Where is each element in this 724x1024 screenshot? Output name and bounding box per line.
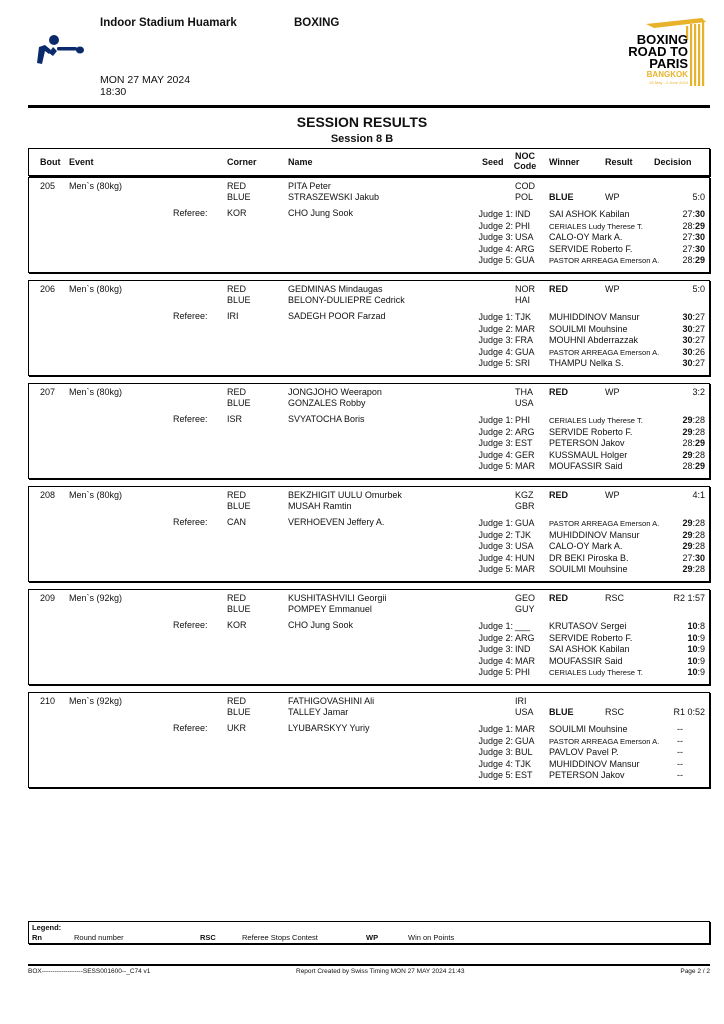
event-name: Men`s (92kg) bbox=[69, 593, 123, 603]
judge-score: 28:29 bbox=[682, 461, 705, 471]
judge-score-blue: 29 bbox=[694, 461, 705, 471]
judge-score: 10:9 bbox=[687, 655, 705, 666]
judge-score: 29:28 bbox=[682, 541, 705, 551]
corner-red: RED bbox=[227, 387, 247, 397]
judge-label: Judge 4: bbox=[478, 243, 513, 254]
judge-name: SERVIDE Roberto F. bbox=[549, 632, 633, 643]
judge-score-blue: 28 bbox=[694, 529, 705, 540]
judge-label: Judge 2: bbox=[478, 426, 513, 437]
judge-label: Judge 2: bbox=[478, 735, 513, 746]
judge-noc: SRI bbox=[515, 358, 531, 368]
judge-label: Judge 2: bbox=[478, 529, 513, 540]
judge-score-red: 28 bbox=[682, 255, 693, 265]
decision: 5:0 bbox=[692, 284, 705, 294]
judge-label: Judge 5: bbox=[478, 255, 513, 265]
result-type: WP bbox=[605, 192, 620, 202]
judge-score-blue: 29 bbox=[694, 255, 705, 265]
judge-score-blue: 9 bbox=[699, 667, 705, 677]
judge-score: 30:27 bbox=[682, 312, 705, 322]
corner-red: RED bbox=[227, 284, 247, 294]
judge-noc: HUN bbox=[515, 552, 535, 563]
judge-name: MOUFASSIR Said bbox=[549, 655, 623, 666]
referee-noc: CAN bbox=[227, 517, 247, 527]
bout-block bbox=[28, 383, 710, 479]
judge-score-blue: 9 bbox=[699, 644, 705, 654]
judge-noc: GUA bbox=[515, 255, 535, 265]
judge-score: 29:28 bbox=[682, 415, 705, 425]
logo-text-dates: 26 May - 2 June 2024 bbox=[649, 80, 688, 85]
judge-score: 28:29 bbox=[682, 255, 705, 265]
boxer-blue-name: GONZALES Robby bbox=[288, 398, 366, 408]
corner-blue: BLUE bbox=[227, 604, 251, 614]
event-name: Men`s (80kg) bbox=[69, 387, 123, 397]
referee-noc: KOR bbox=[227, 208, 247, 218]
judge-name: MUHIDDINOV Mansur bbox=[549, 529, 640, 540]
judge-score-red: 30 bbox=[682, 358, 693, 368]
judge-score-blue: 30 bbox=[694, 232, 705, 242]
col-seed: Seed bbox=[482, 157, 504, 167]
judge-score: 10:9 bbox=[687, 632, 705, 643]
boxer-red-name: JONGJOHO Weerapon bbox=[288, 387, 382, 397]
boxer-blue-noc: GUY bbox=[515, 604, 535, 614]
decision: R2 1:57 bbox=[673, 593, 705, 603]
bout-number: 208 bbox=[39, 490, 55, 500]
judge-noc: MAR bbox=[515, 323, 535, 334]
bout-number: 205 bbox=[39, 181, 55, 191]
judge-noc: ARG bbox=[515, 632, 535, 643]
judge-score-red: 27 bbox=[682, 552, 693, 563]
legend-title: Legend: bbox=[32, 923, 62, 932]
judge-name: SOUILMI Mouhsine bbox=[549, 724, 628, 734]
judge-score: 28:29 bbox=[682, 220, 705, 231]
result-type: WP bbox=[605, 284, 620, 294]
bout-block bbox=[28, 177, 710, 273]
judge-noc: USA bbox=[515, 232, 534, 242]
referee-label: Referee: bbox=[173, 311, 208, 321]
col-decision: Decision bbox=[654, 157, 692, 167]
col-winner: Winner bbox=[549, 157, 580, 167]
judge-label: Judge 1: bbox=[478, 312, 513, 322]
boxer-blue-noc: GBR bbox=[515, 501, 535, 511]
referee-name: SADEGH POOR Farzad bbox=[288, 311, 386, 321]
boxer-red-noc: GEO bbox=[515, 593, 536, 603]
boxer-blue-noc: HAI bbox=[515, 295, 531, 305]
judge-name: DR BEKI Piroska B. bbox=[549, 552, 629, 563]
judge-score: 29:28 bbox=[682, 518, 705, 528]
judge-name: SAI ASHOK Kabilan bbox=[549, 644, 630, 654]
bout-number: 210 bbox=[39, 696, 55, 706]
result-type: RSC bbox=[605, 593, 625, 603]
corner-blue: BLUE bbox=[227, 192, 251, 202]
judge-name: KUSSMAUL Holger bbox=[549, 449, 628, 460]
judge-score: 28:29 bbox=[682, 438, 705, 448]
judge-name: MOUHNI Abderrazzak bbox=[549, 335, 639, 345]
bout-number: 206 bbox=[39, 284, 55, 294]
judge-score: 27:30 bbox=[682, 209, 705, 219]
judge-label: Judge 5: bbox=[478, 770, 513, 780]
judge-noc: PHI bbox=[515, 415, 531, 425]
judge-noc: BUL bbox=[515, 747, 533, 757]
boxer-red-noc: IRI bbox=[515, 696, 527, 706]
col-corner: Corner bbox=[227, 157, 257, 167]
judge-score-red: 30 bbox=[682, 346, 693, 357]
judge-label: Judge 4: bbox=[478, 346, 513, 357]
winner-corner: BLUE bbox=[549, 707, 574, 717]
judge-score-red: 28 bbox=[682, 438, 693, 448]
bout-block bbox=[28, 692, 710, 788]
col-bout: Bout bbox=[40, 157, 61, 167]
bout-number: 209 bbox=[39, 593, 55, 603]
bout-block bbox=[28, 280, 710, 376]
judge-name: SERVIDE Roberto F. bbox=[549, 426, 633, 437]
judge-score-blue: 30 bbox=[694, 243, 705, 254]
legend-box bbox=[28, 921, 710, 944]
corner-red: RED bbox=[227, 181, 247, 191]
judge-score-blue: 27 bbox=[694, 335, 705, 345]
judge-label: Judge 5: bbox=[478, 358, 513, 368]
legend-code-rsc: RSC bbox=[200, 933, 216, 942]
judge-score-red: 29 bbox=[682, 518, 693, 528]
sport-name: BOXING bbox=[294, 17, 340, 29]
judge-name: SOUILMI Mouhsine bbox=[549, 564, 628, 574]
legend-desc-rn: Round number bbox=[74, 933, 124, 942]
judge-label: Judge 1: bbox=[478, 621, 513, 631]
decision: 4:1 bbox=[692, 490, 705, 500]
judge-score-blue: 29 bbox=[694, 220, 705, 231]
judge-noc: FRA bbox=[515, 335, 533, 345]
referee-name: CHO Jung Sook bbox=[288, 620, 354, 630]
judge-noc: MAR bbox=[515, 655, 535, 666]
judge-noc: MAR bbox=[515, 724, 535, 734]
boxer-blue-name: MUSAH Ramtin bbox=[288, 501, 352, 511]
judge-score-red: 28 bbox=[682, 461, 693, 471]
judge-noc: MAR bbox=[515, 461, 535, 471]
judge-noc: EST bbox=[515, 438, 533, 448]
judge-score-red: 10 bbox=[687, 667, 698, 677]
judge-score-dash: -- bbox=[677, 770, 683, 780]
judge-score-red: 10 bbox=[687, 655, 698, 666]
judge-score-blue: 8 bbox=[699, 621, 705, 631]
report-title: SESSION RESULTS bbox=[296, 114, 428, 130]
referee-noc: KOR bbox=[227, 620, 247, 630]
judge-name: CERIALES Ludy Therese T. bbox=[549, 221, 643, 231]
judge-label: Judge 5: bbox=[478, 461, 513, 471]
judge-score: 10:9 bbox=[687, 667, 705, 677]
referee-label: Referee: bbox=[173, 208, 208, 218]
session-date: MON 27 MAY 2024 bbox=[100, 74, 191, 86]
judge-noc: GER bbox=[515, 449, 535, 460]
judge-name: THAMPU Nelka S. bbox=[549, 358, 624, 368]
decision: 3:2 bbox=[692, 387, 705, 397]
judge-score-dash: -- bbox=[677, 735, 683, 746]
judge-score-dash: -- bbox=[677, 747, 683, 757]
corner-blue: BLUE bbox=[227, 398, 251, 408]
judge-score-blue: 26 bbox=[694, 346, 705, 357]
boxer-red-noc: NOR bbox=[515, 284, 535, 294]
col-event: Event bbox=[69, 157, 94, 167]
corner-blue: BLUE bbox=[227, 295, 251, 305]
judge-label: Judge 2: bbox=[478, 323, 513, 334]
bout-number: 207 bbox=[39, 387, 55, 397]
judge-noc: PHI bbox=[515, 220, 531, 231]
judge-noc: USA bbox=[515, 541, 534, 551]
judge-noc: ARG bbox=[515, 426, 535, 437]
logo-text-paris: PARIS bbox=[649, 56, 688, 71]
judge-name: MUHIDDINOV Mansur bbox=[549, 758, 640, 769]
judge-score-red: 10 bbox=[687, 621, 698, 631]
judge-score-red: 29 bbox=[682, 564, 693, 574]
judge-score-red: 29 bbox=[682, 541, 693, 551]
judge-name: PASTOR ARREAGA Emerson A. bbox=[549, 736, 660, 746]
judge-label: Judge 3: bbox=[478, 335, 513, 345]
judge-score-blue: 9 bbox=[699, 632, 705, 643]
judge-score: 10:9 bbox=[687, 644, 705, 654]
judge-score-red: 27 bbox=[682, 232, 693, 242]
judge-score-blue: 28 bbox=[694, 449, 705, 460]
referee-name: CHO Jung Sook bbox=[288, 208, 354, 218]
judge-name: SAI ASHOK Kabilan bbox=[549, 209, 630, 219]
corner-blue: BLUE bbox=[227, 707, 251, 717]
judge-score: 30:26 bbox=[682, 346, 705, 357]
judge-label: Judge 3: bbox=[478, 541, 513, 551]
judge-label: Judge 3: bbox=[478, 232, 513, 242]
winner-corner: BLUE bbox=[549, 192, 574, 202]
event-name: Men`s (80kg) bbox=[69, 284, 123, 294]
judge-noc: PHI bbox=[515, 667, 531, 677]
judge-score-blue: 30 bbox=[694, 552, 705, 563]
boxer-blue-name: TALLEY Jamar bbox=[288, 707, 349, 717]
winner-corner: RED bbox=[549, 387, 569, 397]
boxer-red-noc: THA bbox=[515, 387, 533, 397]
judge-score-red: 29 bbox=[682, 529, 693, 540]
referee-noc: UKR bbox=[227, 723, 247, 733]
judge-score: 29:28 bbox=[682, 426, 705, 437]
legend-desc-wp: Win on Points bbox=[408, 933, 455, 942]
boxing-road-to-paris-logo bbox=[606, 18, 710, 92]
footer-divider bbox=[28, 964, 710, 966]
judge-noc: IND bbox=[515, 209, 531, 219]
judge-score-red: 29 bbox=[682, 426, 693, 437]
decision: R1 0:52 bbox=[673, 707, 705, 717]
judge-label: Judge 1: bbox=[478, 518, 513, 528]
judge-label: Judge 3: bbox=[478, 644, 513, 654]
judge-score: 30:27 bbox=[682, 335, 705, 345]
boxer-red-noc: KGZ bbox=[515, 490, 534, 500]
judge-score-red: 27 bbox=[682, 209, 693, 219]
judge-label: Judge 3: bbox=[478, 747, 513, 757]
referee-name: LYUBARSKYY Yuriy bbox=[288, 723, 370, 733]
judge-label: Judge 5: bbox=[478, 667, 513, 677]
decision: 5:0 bbox=[692, 192, 705, 202]
judge-name: CALO-OY Mark A. bbox=[549, 541, 623, 551]
judge-name: SERVIDE Roberto F. bbox=[549, 243, 633, 254]
judge-name: PAVLOV Pavel P. bbox=[549, 747, 619, 757]
judge-score-blue: 30 bbox=[694, 209, 705, 219]
judge-name: PASTOR ARREAGA Emerson A. bbox=[549, 347, 660, 357]
footer-page: Page 2 / 2 bbox=[680, 968, 710, 975]
judge-name: CALO-OY Mark A. bbox=[549, 232, 623, 242]
session-time: 18:30 bbox=[100, 86, 127, 98]
referee-name: VERHOEVEN Jeffery A. bbox=[288, 517, 385, 527]
event-name: Men`s (80kg) bbox=[69, 181, 123, 191]
boxer-red-name: GEDMINAS Mindaugas bbox=[288, 284, 383, 294]
judge-noc: ___ bbox=[515, 621, 531, 631]
boxer-blue-noc: USA bbox=[515, 398, 534, 408]
logo-text-roadto: ROAD TO bbox=[628, 44, 688, 59]
result-type: WP bbox=[605, 387, 620, 397]
judge-name: CERIALES Ludy Therese T. bbox=[549, 668, 643, 677]
judge-score-blue: 27 bbox=[694, 312, 705, 322]
judge-noc: GUA bbox=[515, 518, 535, 528]
boxing-pictogram-icon bbox=[33, 33, 93, 67]
session-datetime bbox=[100, 74, 190, 98]
judge-label: Judge 4: bbox=[478, 758, 513, 769]
boxer-blue-name: POMPEY Emmanuel bbox=[288, 604, 372, 614]
referee-label: Referee: bbox=[173, 723, 208, 733]
col-noc-code: NOC Code bbox=[513, 151, 537, 171]
judge-label: Judge 4: bbox=[478, 655, 513, 666]
column-header-row bbox=[28, 148, 710, 176]
boxer-red-noc: COD bbox=[515, 181, 535, 191]
boxer-red-name: FATHIGOVASHINI Ali bbox=[288, 696, 375, 706]
judge-score: 29:28 bbox=[682, 564, 705, 574]
judge-name: SOUILMI Mouhsine bbox=[549, 323, 628, 334]
judge-score-blue: 28 bbox=[694, 426, 705, 437]
judge-score: 30:27 bbox=[682, 358, 705, 368]
judge-score: 29:28 bbox=[682, 449, 705, 460]
judge-score-dash: -- bbox=[677, 724, 683, 734]
judge-score: 29:28 bbox=[682, 529, 705, 540]
judge-label: Judge 2: bbox=[478, 220, 513, 231]
boxer-blue-name: BELONY-DULIEPRE Cedrick bbox=[288, 295, 405, 305]
legend-code-rn: Rn bbox=[32, 933, 42, 942]
judge-name: CERIALES Ludy Therese T. bbox=[549, 416, 643, 425]
judge-name: PETERSON Jakov bbox=[549, 770, 625, 780]
judge-score-red: 30 bbox=[682, 312, 693, 322]
judge-score-blue: 29 bbox=[694, 438, 705, 448]
boxer-red-name: KUSHITASHVILI Georgii bbox=[288, 593, 387, 603]
judge-noc: GUA bbox=[515, 346, 535, 357]
referee-noc: IRI bbox=[227, 311, 239, 321]
judge-name: PETERSON Jakov bbox=[549, 438, 625, 448]
referee-name: SVYATOCHA Boris bbox=[288, 414, 365, 424]
judge-score-red: 28 bbox=[682, 220, 693, 231]
report-subtitle: Session 8 B bbox=[330, 133, 394, 145]
judge-label: Judge 4: bbox=[478, 552, 513, 563]
judge-score: 27:30 bbox=[682, 552, 705, 563]
judge-score-red: 10 bbox=[687, 644, 698, 654]
judge-noc: MAR bbox=[515, 564, 535, 574]
judge-name: KRUTASOV Sergei bbox=[549, 621, 627, 631]
judge-label: Judge 1: bbox=[478, 209, 513, 219]
referee-label: Referee: bbox=[173, 414, 208, 424]
judge-score: 27:30 bbox=[682, 232, 705, 242]
judge-label: Judge 3: bbox=[478, 438, 513, 448]
judge-score-blue: 9 bbox=[699, 655, 705, 666]
corner-red: RED bbox=[227, 696, 247, 706]
judge-score-blue: 28 bbox=[694, 518, 705, 528]
boxer-blue-noc: USA bbox=[515, 707, 534, 717]
judge-noc: IND bbox=[515, 644, 531, 654]
judge-noc: TJK bbox=[515, 312, 532, 322]
judge-noc: TJK bbox=[515, 758, 532, 769]
logo-text-bangkok: BANGKOK bbox=[646, 70, 688, 79]
judge-label: Judge 4: bbox=[478, 449, 513, 460]
col-name: Name bbox=[288, 157, 313, 167]
judge-noc: GUA bbox=[515, 735, 535, 746]
corner-blue: BLUE bbox=[227, 501, 251, 511]
result-type: WP bbox=[605, 490, 620, 500]
legend-desc-rsc: Referee Stops Contest bbox=[242, 933, 318, 942]
judge-label: Judge 5: bbox=[478, 564, 513, 574]
judge-score-blue: 27 bbox=[694, 358, 705, 368]
judge-score-dash: -- bbox=[677, 758, 683, 769]
logo-text-boxing: BOXING bbox=[636, 32, 688, 47]
judge-score: 10:8 bbox=[687, 621, 705, 631]
judge-label: Judge 2: bbox=[478, 632, 513, 643]
judge-score-blue: 28 bbox=[694, 415, 705, 425]
judge-noc: ARG bbox=[515, 243, 535, 254]
judge-score-red: 30 bbox=[682, 323, 693, 334]
judge-score-red: 29 bbox=[682, 415, 693, 425]
bout-block bbox=[28, 486, 710, 582]
judge-name: MOUFASSIR Said bbox=[549, 461, 623, 471]
judge-label: Judge 1: bbox=[478, 724, 513, 734]
referee-label: Referee: bbox=[173, 620, 208, 630]
footer-created: Report Created by Swiss Timing MON 27 MAY 2024 21:43 bbox=[296, 968, 465, 975]
referee-label: Referee: bbox=[173, 517, 208, 527]
judge-score-blue: 28 bbox=[694, 564, 705, 574]
event-name: Men`s (80kg) bbox=[69, 490, 123, 500]
judge-score-red: 30 bbox=[682, 335, 693, 345]
header-divider bbox=[28, 105, 710, 108]
judge-name: PASTOR ARREAGA Emerson A. bbox=[549, 256, 660, 265]
corner-red: RED bbox=[227, 593, 247, 603]
judge-score-blue: 27 bbox=[694, 323, 705, 334]
judge-score: 30:27 bbox=[682, 323, 705, 334]
judge-noc: EST bbox=[515, 770, 533, 780]
corner-red: RED bbox=[227, 490, 247, 500]
judge-score-red: 27 bbox=[682, 243, 693, 254]
referee-noc: ISR bbox=[227, 414, 243, 424]
bout-block bbox=[28, 589, 710, 685]
legend-code-wp: WP bbox=[366, 933, 379, 942]
winner-corner: RED bbox=[549, 284, 569, 294]
judge-name: PASTOR ARREAGA Emerson A. bbox=[549, 519, 660, 528]
result-type: RSC bbox=[605, 707, 625, 717]
col-result: Result bbox=[605, 157, 633, 167]
venue-name: Indoor Stadium Huamark bbox=[100, 17, 237, 29]
judge-score-blue: 28 bbox=[694, 541, 705, 551]
winner-corner: RED bbox=[549, 593, 569, 603]
judge-score: 27:30 bbox=[682, 243, 705, 254]
judge-name: MUHIDDINOV Mansur bbox=[549, 312, 640, 322]
judge-score-red: 10 bbox=[687, 632, 698, 643]
footer-doc-code: BOX-------------------SESS001600--_C74 v1 bbox=[28, 968, 151, 975]
winner-corner: RED bbox=[549, 490, 569, 500]
boxer-red-name: PITA Peter bbox=[288, 181, 331, 191]
judge-score-red: 29 bbox=[682, 449, 693, 460]
event-name: Men`s (92kg) bbox=[69, 696, 123, 706]
boxer-blue-name: STRASZEWSKI Jakub bbox=[288, 192, 380, 202]
boxer-blue-noc: POL bbox=[515, 192, 534, 202]
judge-noc: TJK bbox=[515, 529, 532, 540]
boxer-red-name: BEKZHIGIT UULU Omurbek bbox=[288, 490, 402, 500]
judge-label: Judge 1: bbox=[478, 415, 513, 425]
